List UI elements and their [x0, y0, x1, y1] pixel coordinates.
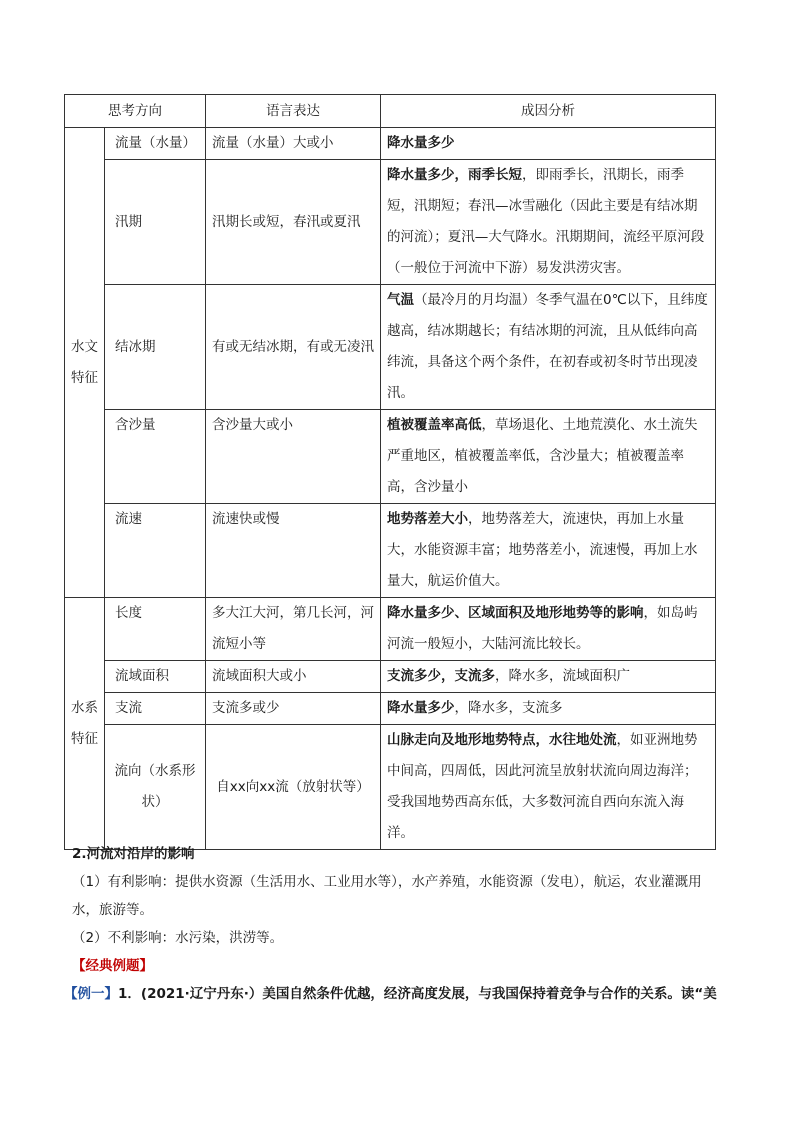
section-2-title: 2.河流对沿岸的影响: [72, 846, 195, 862]
direction-cell: 含沙量: [105, 410, 206, 504]
table-row: [65, 160, 716, 285]
direction-cell: 流域面积: [105, 661, 206, 693]
expression-cell: 流量（水量）大或小: [206, 128, 381, 160]
analysis-detail: ，即雨季长，汛期长，雨季短，汛期短；春汛—冰雪融化（因此主要是有结冰期的河流）；夏汛—大气降水。汛期期间，流经平原河段（一般位于河流中下游）易发洪涝灾害。: [387, 167, 705, 276]
analysis-detail: ，草场退化、土地荒漠化、水土流失严重地区，植被覆盖率低，含沙量大；植被覆盖率高，含沙量小: [387, 417, 698, 495]
example-text: 1．(2021·辽宁丹东·）美国自然条件优越，经济高度发展，与我国保持着竞争与合作的关系。读“美: [118, 986, 717, 1002]
table-row: [65, 693, 716, 725]
analysis-detail: ，降水多，支流多: [454, 700, 563, 716]
direction-cell: 汛期: [105, 160, 206, 285]
expression-cell: 有或无结冰期，有或无凌汛: [206, 285, 381, 410]
analysis-key: 降水量多少: [387, 135, 455, 151]
analysis-detail: ，如岛屿河流一般短小，大陆河流比较长。: [387, 605, 698, 652]
analysis-key: 降水量多少，雨季长短: [387, 167, 522, 183]
direction-cell: 支流: [105, 693, 206, 725]
table-row: [65, 661, 716, 693]
analysis-detail: ，如亚洲地势中间高，四周低，因此河流呈放射状流向周边海洋；受我国地势西高东低，大多数河流自西向东流入海洋。: [387, 732, 698, 841]
direction-cell: 流向（水系形状）: [105, 725, 206, 850]
expression-cell: 自xx向xx流（放射状等）: [206, 725, 381, 850]
analysis-cell: [381, 128, 716, 160]
analysis-key: 气温: [387, 292, 414, 308]
table-row: [65, 725, 716, 850]
example-line: [64, 980, 722, 1008]
analysis-detail: ，降水多，流域面积广: [495, 668, 630, 684]
analysis-cell: [381, 598, 716, 661]
analysis-key: 降水量多少、区域面积及地形地势等的影响: [387, 605, 644, 621]
analysis-cell: [381, 693, 716, 725]
analysis-cell: [381, 725, 716, 850]
expression-cell: 流速快或慢: [206, 504, 381, 598]
example-heading: 【经典例题】: [72, 958, 153, 974]
section-2-favorable: （1）有利影响：提供水资源（生活用水、工业用水等），水产养殖，水能资源（发电），航运，农业灌溉用水，旅游等。: [72, 874, 702, 918]
direction-cell: 结冰期: [105, 285, 206, 410]
analysis-key: 地势落差大小: [387, 511, 468, 527]
analysis-cell: [381, 160, 716, 285]
analysis-key: 植被覆盖率高低: [387, 417, 482, 433]
analysis-cell: [381, 410, 716, 504]
table-header-row: [65, 95, 716, 128]
analysis-cell: [381, 285, 716, 410]
analysis-cell: [381, 504, 716, 598]
analysis-key: 山脉走向及地形地势特点，水往地处流: [387, 732, 617, 748]
direction-cell: 长度: [105, 598, 206, 661]
category-hydrology: 水文特征: [65, 128, 105, 598]
section-2-unfavorable: （2）不利影响：水污染，洪涝等。: [72, 930, 284, 946]
analysis-detail: ，地势落差大，流速快，再加上水量大，水能资源丰富；地势落差小，流速慢，再加上水量大，航运价值大。: [387, 511, 698, 589]
category-river-system: 水系特征: [65, 598, 105, 850]
expression-cell: 含沙量大或小: [206, 410, 381, 504]
river-features-table: [64, 94, 716, 850]
expression-cell: 多大江大河，第几长河，河流短小等: [206, 598, 381, 661]
table-row: [65, 128, 716, 160]
section-2: [64, 840, 722, 1008]
table-row: [65, 285, 716, 410]
expression-cell: 支流多或少: [206, 693, 381, 725]
analysis-detail: （最冷月的月均温）冬季气温在0℃以下，且纬度越高，结冰期越长；有结冰期的河流，且从低纬向高纬流，具备这个两个条件，在初春或初冬时节出现凌汛。: [387, 292, 708, 401]
example-tag: 【例一】: [64, 986, 118, 1002]
expression-cell: 流域面积大或小: [206, 661, 381, 693]
direction-cell: 流量（水量）: [105, 128, 206, 160]
expression-cell: 汛期长或短，春汛或夏汛: [206, 160, 381, 285]
header-direction: 思考方向: [65, 95, 206, 128]
analysis-cell: [381, 661, 716, 693]
analysis-key: 降水量多少: [387, 700, 455, 716]
header-analysis: 成因分析: [381, 95, 716, 128]
table-row: [65, 598, 716, 661]
table-row: [65, 504, 716, 598]
table-row: [65, 410, 716, 504]
analysis-key: 支流多少，支流多: [387, 668, 495, 684]
header-expression: 语言表达: [206, 95, 381, 128]
direction-cell: 流速: [105, 504, 206, 598]
